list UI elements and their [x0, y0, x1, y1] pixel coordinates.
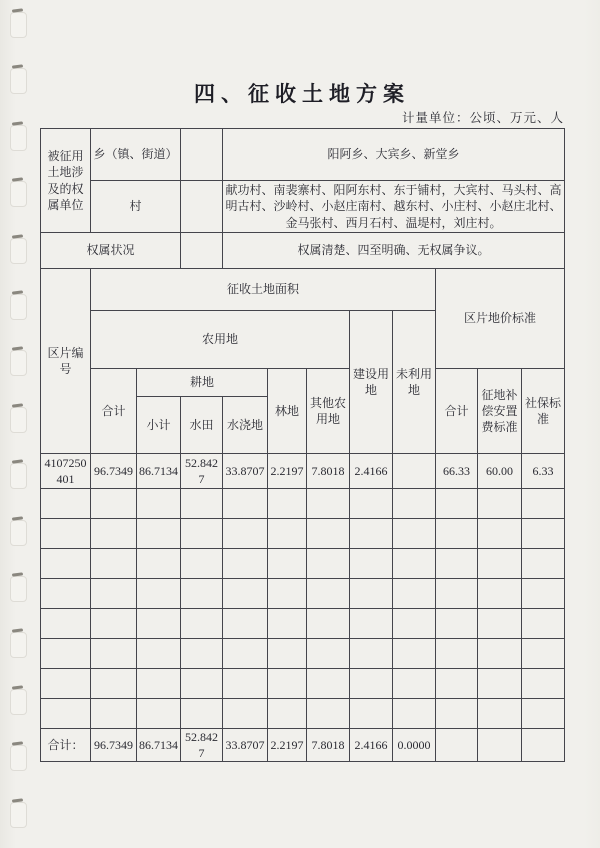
data-cell-construction: 2.4166	[350, 454, 393, 489]
empty-cell	[478, 699, 522, 729]
total-row	[41, 729, 565, 762]
empty-cell	[522, 609, 565, 639]
ownership-label: 权属状况	[41, 233, 181, 269]
binder-hole-shadow	[12, 572, 23, 576]
empty-cell	[350, 609, 393, 639]
empty-cell	[522, 579, 565, 609]
empty-cell	[350, 699, 393, 729]
empty-cell	[268, 489, 307, 519]
empty-cell	[181, 579, 223, 609]
empty-cell	[522, 549, 565, 579]
village-value: 献功村、南裴寨村、阳阿东村、东于铺村，大宾村、马头村、高明古村、沙岭村、小赵庄南村、越东村、小庄村、小赵庄北村、金马张村、西月石村、温堤村，刘庄村。	[223, 181, 565, 233]
empty-cell	[393, 519, 436, 549]
empty-cell	[478, 609, 522, 639]
data-cell-social-security: 6.33	[522, 454, 565, 489]
binder-hole	[10, 520, 27, 546]
empty-cell	[41, 579, 91, 609]
empty-table-row	[41, 549, 565, 579]
empty-cell	[137, 609, 181, 639]
empty-cell	[307, 519, 350, 549]
binder-hole-shadow	[12, 121, 23, 125]
empty-cell	[393, 609, 436, 639]
empty-cell	[41, 639, 91, 669]
binder-hole-shadow	[12, 629, 23, 633]
binder-hole	[10, 632, 27, 658]
empty-cell	[91, 489, 137, 519]
empty-cell	[436, 519, 478, 549]
binder-hole-shadow	[12, 685, 23, 689]
col-header-forest: 林地	[268, 369, 307, 454]
spacer-cell	[181, 233, 223, 269]
empty-cell	[307, 489, 350, 519]
binder-hole	[10, 802, 27, 828]
empty-cell	[522, 519, 565, 549]
empty-cell	[393, 579, 436, 609]
col-header-paddy: 水田	[181, 397, 223, 454]
empty-cell	[223, 699, 268, 729]
binder-hole	[10, 350, 27, 376]
empty-cell	[436, 549, 478, 579]
binder-hole-shadow	[12, 742, 23, 746]
owner-units-label: 被征用土地涉及的权属单位	[41, 129, 91, 233]
empty-cell	[478, 639, 522, 669]
col-header-construction: 建设用地	[350, 311, 393, 454]
empty-cell	[41, 549, 91, 579]
page-title: 四、征收土地方案	[194, 82, 410, 106]
total-cell-other-agri: 7.8018	[307, 729, 350, 762]
empty-cell	[181, 489, 223, 519]
empty-cell	[137, 549, 181, 579]
empty-cell	[91, 699, 137, 729]
empty-cell	[307, 579, 350, 609]
empty-cell	[137, 579, 181, 609]
empty-cell	[268, 669, 307, 699]
col-header-irrigated: 水浇地	[223, 397, 268, 454]
col-header-cultivated: 耕地	[137, 369, 268, 397]
empty-table-row	[41, 609, 565, 639]
col-header-zone-id: 区片编号	[41, 269, 91, 454]
empty-cell	[41, 489, 91, 519]
empty-cell	[137, 669, 181, 699]
total-cell-forest: 2.2197	[268, 729, 307, 762]
binder-hole-shadow	[12, 798, 23, 802]
empty-cell	[91, 519, 137, 549]
data-cell-compensation: 60.00	[478, 454, 522, 489]
col-header-area-group: 征收土地面积	[91, 269, 436, 311]
empty-cell	[393, 549, 436, 579]
empty-cell	[350, 579, 393, 609]
empty-cell	[181, 669, 223, 699]
empty-cell	[181, 519, 223, 549]
data-cell-other-agri: 7.8018	[307, 454, 350, 489]
col-header-subtotal: 小计	[137, 397, 181, 454]
total-cell-subtotal: 86.7134	[137, 729, 181, 762]
total-label: 合计：	[41, 729, 91, 762]
empty-cell	[181, 639, 223, 669]
ownership-value: 权属清楚、四至明确、无权属争议。	[223, 233, 565, 269]
empty-cell	[350, 489, 393, 519]
binder-hole	[10, 294, 27, 320]
empty-cell	[268, 699, 307, 729]
empty-cell	[91, 609, 137, 639]
empty-cell	[478, 519, 522, 549]
empty-cell	[41, 699, 91, 729]
empty-cell	[350, 639, 393, 669]
col-header-price-group: 区片地价标准	[436, 269, 565, 369]
binder-hole-shadow	[12, 234, 23, 238]
empty-cell	[522, 639, 565, 669]
empty-cell	[393, 639, 436, 669]
empty-cell	[181, 699, 223, 729]
empty-cell	[41, 519, 91, 549]
binder-hole-shadow	[12, 516, 23, 520]
empty-cell	[137, 699, 181, 729]
binder-hole-shadow	[12, 8, 23, 12]
empty-cell	[478, 549, 522, 579]
col-header-agricultural: 农用地	[91, 311, 350, 369]
empty-cell	[522, 489, 565, 519]
binder-hole	[10, 745, 27, 771]
binder-hole	[10, 407, 27, 433]
total-cell-social-security	[522, 729, 565, 762]
binder-hole-shadow	[12, 65, 23, 69]
total-cell-unused: 0.0000	[393, 729, 436, 762]
binder-hole	[10, 68, 27, 94]
ownership-row	[41, 233, 565, 269]
empty-cell	[223, 579, 268, 609]
total-cell-total: 96.7349	[91, 729, 137, 762]
total-cell-irrigated: 33.8707	[223, 729, 268, 762]
empty-cell	[436, 609, 478, 639]
empty-cell	[91, 669, 137, 699]
total-cell-paddy: 52.8427	[181, 729, 223, 762]
empty-cell	[307, 609, 350, 639]
total-cell-construction: 2.4166	[350, 729, 393, 762]
township-row	[41, 129, 565, 181]
empty-cell	[41, 609, 91, 639]
village-row	[41, 181, 565, 233]
data-cell-forest: 2.2197	[268, 454, 307, 489]
col-header-price-total: 合计	[436, 369, 478, 454]
total-cell-price-total	[436, 729, 478, 762]
empty-cell	[223, 669, 268, 699]
binder-hole	[10, 181, 27, 207]
empty-cell	[223, 549, 268, 579]
empty-cell	[478, 669, 522, 699]
spacer-cell	[181, 181, 223, 233]
col-header-social-security: 社保标准	[522, 369, 565, 454]
data-cell-irrigated: 33.8707	[223, 454, 268, 489]
village-label: 村	[91, 181, 181, 233]
empty-cell	[268, 579, 307, 609]
binder-hole-shadow	[12, 460, 23, 464]
binder-hole	[10, 125, 27, 151]
header-row-area-group	[41, 269, 565, 311]
empty-cell	[436, 699, 478, 729]
empty-cell	[436, 639, 478, 669]
total-cell-compensation	[478, 729, 522, 762]
empty-cell	[268, 519, 307, 549]
col-header-total: 合计	[91, 369, 137, 454]
empty-cell	[522, 669, 565, 699]
col-header-compensation: 征地补偿安置费标准	[478, 369, 522, 454]
zone-id-cell: 4107250401	[41, 454, 91, 489]
measurement-unit-note: 计量单位：公顷、万元、人	[401, 111, 564, 125]
empty-cell	[181, 549, 223, 579]
empty-cell	[91, 549, 137, 579]
empty-cell	[223, 489, 268, 519]
empty-cell	[307, 639, 350, 669]
col-header-unused: 未利用地	[393, 311, 436, 454]
empty-cell	[350, 669, 393, 699]
binder-hole	[10, 689, 27, 715]
empty-cell	[393, 699, 436, 729]
empty-table-row	[41, 489, 565, 519]
binder-hole-shadow	[12, 347, 23, 351]
binder-hole-shadow	[12, 178, 23, 182]
empty-cell	[307, 669, 350, 699]
empty-cell	[137, 489, 181, 519]
empty-cell	[223, 519, 268, 549]
empty-cell	[91, 579, 137, 609]
empty-cell	[41, 669, 91, 699]
land-acquisition-table	[40, 128, 565, 762]
empty-cell	[436, 489, 478, 519]
empty-cell	[478, 489, 522, 519]
spacer-cell	[181, 129, 223, 181]
empty-table-row	[41, 519, 565, 549]
binder-hole	[10, 12, 27, 38]
empty-cell	[268, 639, 307, 669]
empty-cell	[436, 669, 478, 699]
data-cell-unused	[393, 454, 436, 489]
empty-cell	[478, 579, 522, 609]
binder-hole	[10, 463, 27, 489]
binder-hole	[10, 238, 27, 264]
empty-cell	[350, 519, 393, 549]
empty-table-row	[41, 639, 565, 669]
empty-cell	[91, 639, 137, 669]
col-header-other-agri: 其他农用地	[307, 369, 350, 454]
empty-cell	[393, 669, 436, 699]
empty-cell	[223, 609, 268, 639]
empty-cell	[307, 549, 350, 579]
binder-hole-shadow	[12, 403, 23, 407]
empty-cell	[350, 549, 393, 579]
data-row	[41, 454, 565, 489]
data-cell-subtotal: 86.7134	[137, 454, 181, 489]
header-row-cultivated	[41, 369, 565, 397]
data-cell-total: 96.7349	[91, 454, 137, 489]
data-cell-price-total: 66.33	[436, 454, 478, 489]
empty-cell	[436, 579, 478, 609]
empty-cell	[223, 639, 268, 669]
empty-table-row	[41, 579, 565, 609]
empty-cell	[307, 699, 350, 729]
binder-hole	[10, 576, 27, 602]
empty-cell	[268, 609, 307, 639]
data-cell-paddy: 52.8427	[181, 454, 223, 489]
empty-cell	[137, 639, 181, 669]
township-label: 乡（镇、街道）	[91, 129, 181, 181]
empty-cell	[181, 609, 223, 639]
empty-table-row	[41, 699, 565, 729]
binder-hole-shadow	[12, 290, 23, 294]
empty-table-row	[41, 669, 565, 699]
empty-cell	[393, 489, 436, 519]
empty-cell	[268, 549, 307, 579]
empty-cell	[137, 519, 181, 549]
empty-cell	[522, 699, 565, 729]
township-value: 阳阿乡、大宾乡、新堂乡	[223, 129, 565, 181]
